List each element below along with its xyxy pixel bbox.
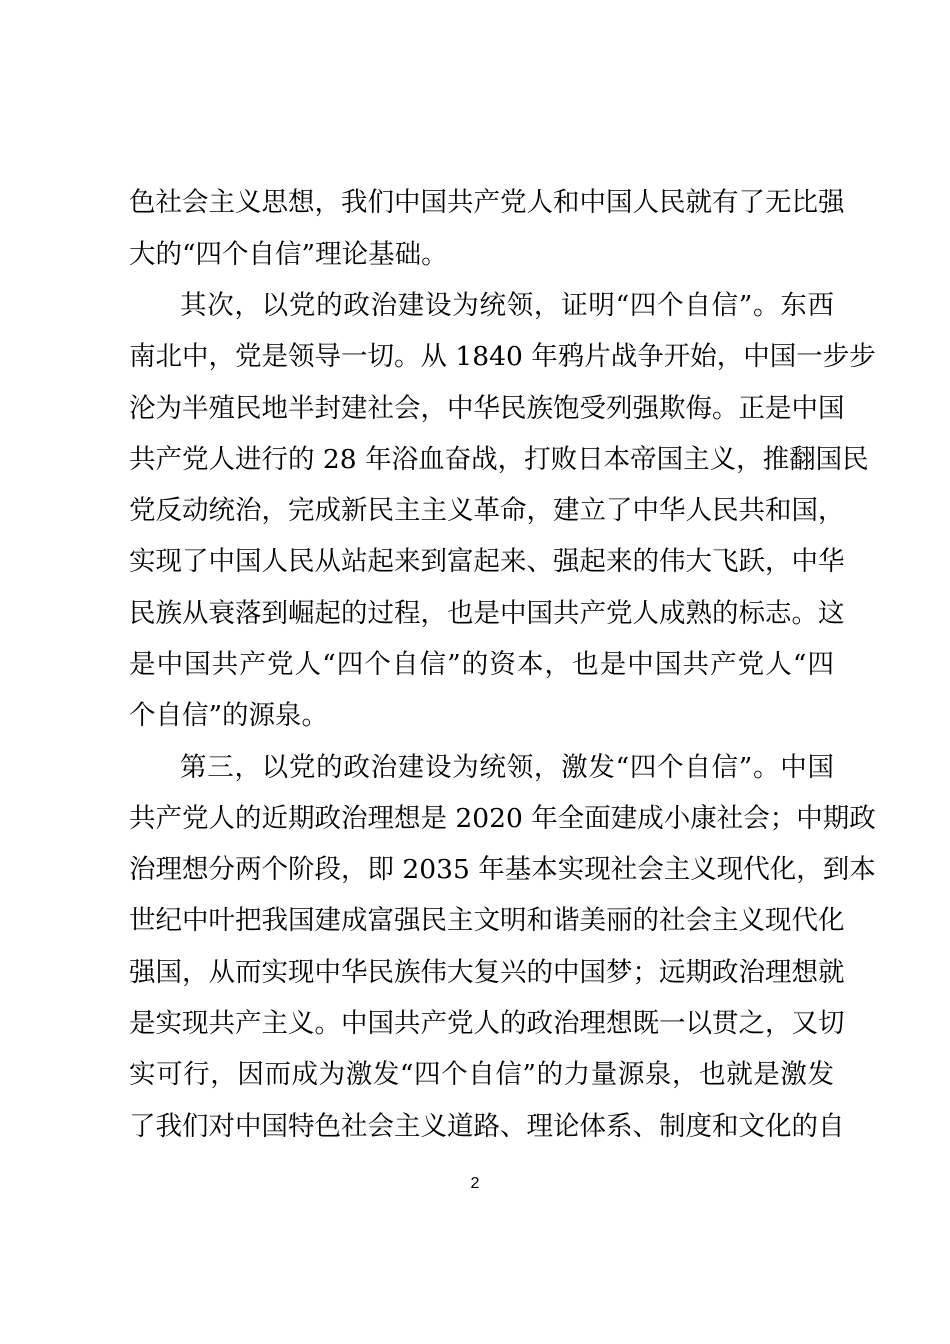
text-line: 民族从衰落到崛起的过程，也是中国共产党人成熟的标志。这: [129, 598, 845, 629]
text-line: 世纪中叶把我国建成富强民主文明和谐美丽的社会主义现代化: [129, 905, 845, 936]
text-line: 南北中，党是领导一切。从 1840 年鸦片战争开始，中国一步步: [129, 341, 876, 372]
text-line: 党反动统治，完成新民主主义革命，建立了中华人民共和国，: [129, 495, 845, 526]
text-line: 了我们对中国特色社会主义道路、理论体系、制度和文化的自: [129, 1111, 845, 1142]
text-line: 共产党人进行的 28 年浴血奋战，打败日本帝国主义，推翻国民: [129, 444, 869, 475]
paragraph-first-line: 其次，以党的政治建设为统领，证明“四个自信”。东西: [180, 290, 834, 321]
text-line: 沦为半殖民地半封建社会，中华民族饱受列强欺侮。正是中国: [129, 393, 845, 424]
text-line: 大的“四个自信”理论基础。: [129, 239, 448, 270]
page-number: 2: [470, 1175, 480, 1192]
text-line: 治理想分两个阶段，即 2035 年基本实现社会主义现代化，到本: [129, 854, 876, 885]
text-line: 是中国共产党人“四个自信”的资本，也是中国共产党人“四: [129, 649, 834, 680]
text-line: 强国，从而实现中华民族伟大复兴的中国梦；远期政治理想就: [129, 957, 845, 988]
text-line: 共产党人的近期政治理想是 2020 年全面建成小康社会；中期政: [129, 803, 876, 834]
paragraph-first-line: 第三，以党的政治建设为统领，激发“四个自信”。中国: [180, 752, 834, 783]
text-line: 是实现共产主义。中国共产党人的政治理想既一以贯之，又切: [129, 1008, 845, 1039]
text-line: 色社会主义思想，我们中国共产党人和中国人民就有了无比强: [129, 187, 845, 218]
text-line: 实现了中国人民从站起来到富起来、强起来的伟大飞跃，中华: [129, 546, 845, 577]
text-line: 实可行，因而成为激发“四个自信”的力量源泉，也就是激发: [129, 1059, 834, 1090]
text-line: 个自信”的源泉。: [129, 700, 329, 731]
